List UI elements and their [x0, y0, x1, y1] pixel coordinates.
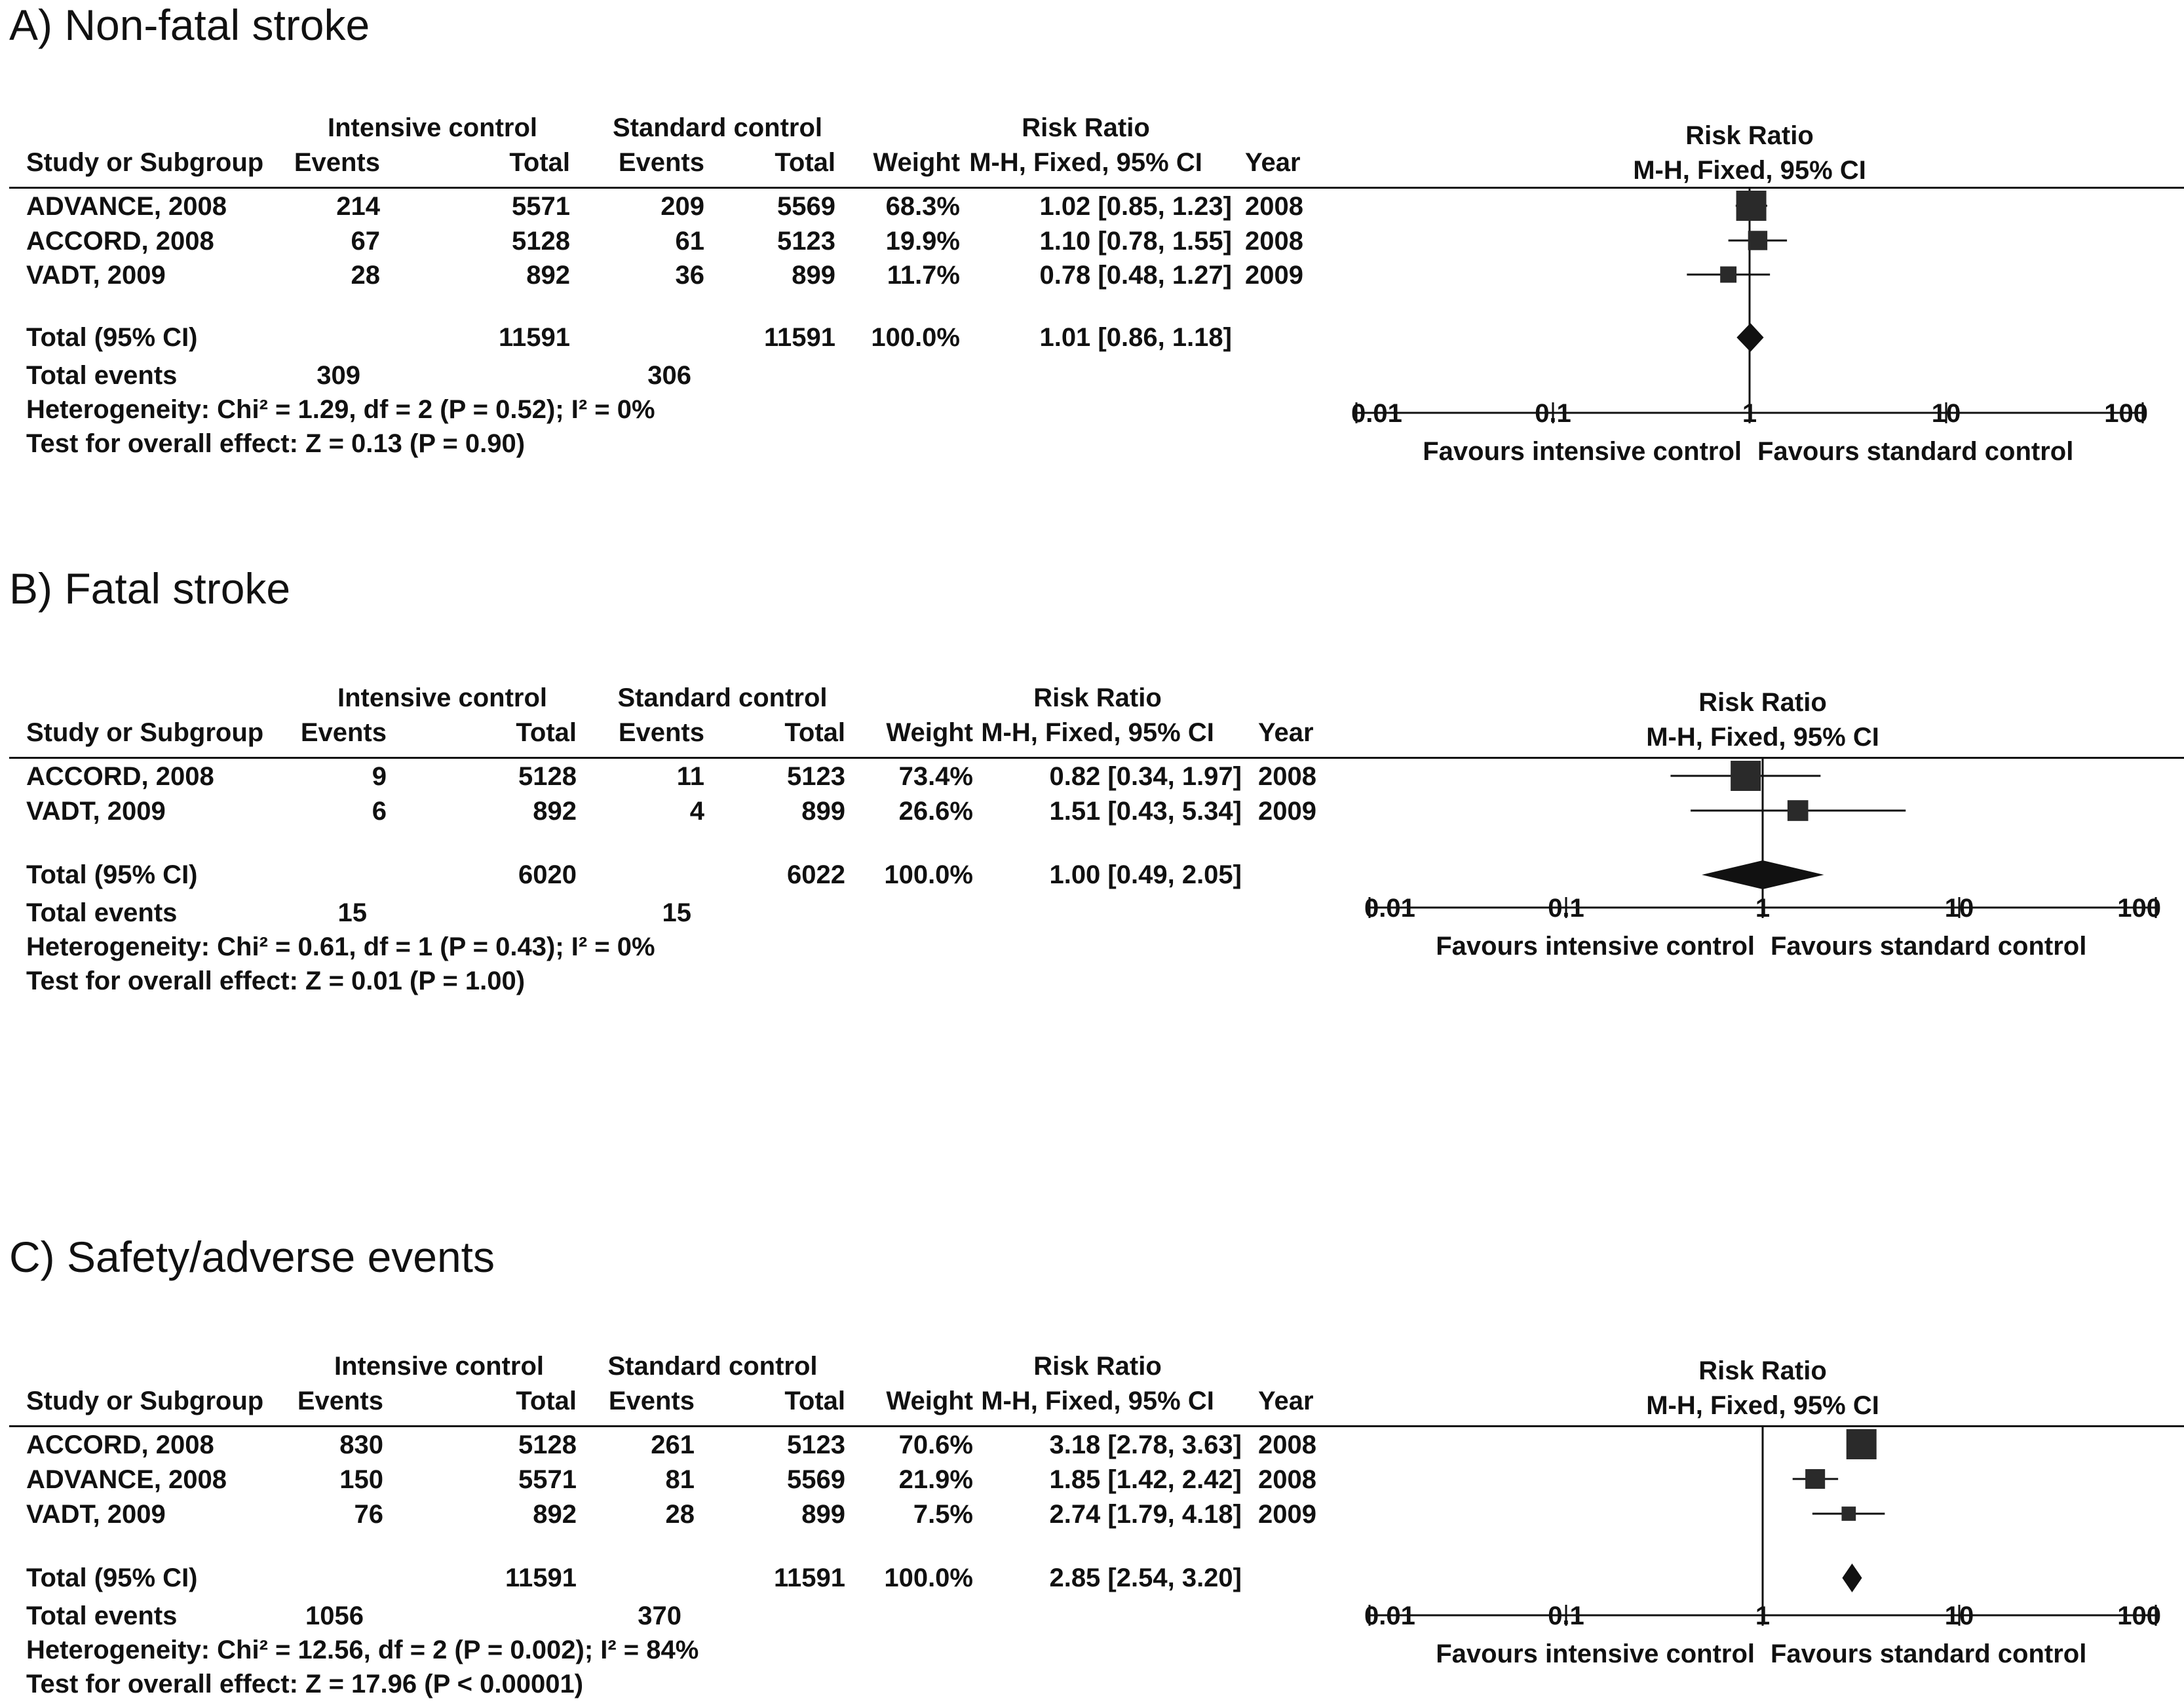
col-header-study: Study or Subgroup	[26, 1387, 264, 1415]
int-events-cell: 150	[339, 1465, 383, 1494]
forest-panel-3	[0, 1232, 2184, 1706]
std-total-cell: 899	[801, 797, 845, 826]
col-header-study: Study or Subgroup	[26, 148, 264, 177]
x-tick-label: 1	[1755, 1602, 1771, 1630]
total-int-total: 6020	[518, 860, 577, 889]
int-events-cell: 76	[354, 1500, 383, 1529]
col-header-std-total: Total	[775, 148, 835, 177]
pooled-diamond	[1702, 860, 1824, 889]
year-cell: 2008	[1245, 192, 1303, 221]
rr-header-title: Risk Ratio	[1033, 1352, 1162, 1381]
study-name: VADT, 2009	[26, 261, 166, 290]
total-std-total: 11591	[773, 1563, 845, 1592]
col-header-year: Year	[1245, 148, 1301, 177]
std-total-cell: 899	[801, 1500, 845, 1529]
col-header-rr-method: M-H, Fixed, 95% CI	[981, 718, 1214, 747]
col-header-study: Study or Subgroup	[26, 718, 264, 747]
panel-title: C) Safety/adverse events	[9, 1233, 495, 1281]
weight-cell: 7.5%	[913, 1500, 973, 1529]
weight-cell: 73.4%	[898, 762, 973, 791]
col-header-std-events: Events	[618, 148, 704, 177]
study-name: ACCORD, 2008	[26, 762, 214, 791]
weight-cell: 21.9%	[898, 1465, 973, 1494]
col-header-weight: Weight	[873, 148, 960, 177]
rr-ci-cell: 0.82 [0.34, 1.97]	[1049, 762, 1242, 791]
std-events-cell: 36	[675, 261, 704, 290]
rr-ci-cell: 1.85 [1.42, 2.42]	[1049, 1465, 1242, 1494]
study-point	[1720, 267, 1736, 283]
year-cell: 2008	[1258, 1430, 1316, 1459]
overall-effect-text: Test for overall effect: Z = 0.13 (P = 0.90)	[26, 429, 526, 458]
favours-left-label: Favours intensive control	[1436, 1640, 1755, 1668]
std-events-cell: 81	[665, 1465, 695, 1494]
x-tick-label: 1	[1755, 894, 1771, 923]
int-total-cell: 5128	[512, 227, 570, 256]
study-name: ACCORD, 2008	[26, 227, 214, 256]
x-tick-label: 0.01	[1364, 1602, 1415, 1630]
total-label: Total (95% CI)	[26, 1563, 198, 1592]
x-tick-label: 100	[2104, 399, 2148, 428]
overall-effect-text: Test for overall effect: Z = 17.96 (P < 0.00001)	[26, 1670, 584, 1698]
col-header-int-total: Total	[516, 718, 577, 747]
col-header-year: Year	[1258, 1387, 1314, 1415]
rr-ci-cell: 2.74 [1.79, 4.18]	[1049, 1500, 1242, 1529]
std-total-cell: 899	[792, 261, 835, 290]
int-events-cell: 28	[351, 261, 380, 290]
study-point	[1736, 191, 1767, 221]
x-tick-label: 0.1	[1535, 399, 1571, 428]
year-cell: 2008	[1245, 227, 1303, 256]
x-tick-label: 10	[1931, 399, 1961, 428]
total-label: Total (95% CI)	[26, 860, 198, 889]
study-name: ACCORD, 2008	[26, 1430, 214, 1459]
favours-left-label: Favours intensive control	[1436, 932, 1755, 961]
x-tick-label: 10	[1944, 1602, 1974, 1630]
int-events-cell: 6	[372, 797, 387, 826]
col-header-rr-method: M-H, Fixed, 95% CI	[981, 1387, 1214, 1415]
std-events-cell: 209	[661, 192, 704, 221]
rr-ci-cell: 1.02 [0.85, 1.23]	[1039, 192, 1232, 221]
weight-cell: 68.3%	[885, 192, 960, 221]
year-cell: 2008	[1258, 762, 1316, 791]
total-events-std: 15	[662, 898, 691, 927]
col-header-std-total: Total	[784, 1387, 845, 1415]
study-name: ADVANCE, 2008	[26, 192, 227, 221]
total-events-int: 309	[316, 361, 360, 390]
total-weight: 100.0%	[871, 323, 960, 352]
total-events-label: Total events	[26, 898, 178, 927]
rr-ci-cell: 1.10 [0.78, 1.55]	[1039, 227, 1232, 256]
study-point	[1841, 1506, 1856, 1521]
panel-title: B) Fatal stroke	[9, 564, 291, 613]
col-header-rr-method: M-H, Fixed, 95% CI	[969, 148, 1202, 177]
rr-header-title: Risk Ratio	[1022, 113, 1150, 142]
std-events-cell: 28	[665, 1500, 695, 1529]
year-cell: 2009	[1258, 797, 1316, 826]
weight-cell: 11.7%	[887, 261, 960, 290]
favours-left-label: Favours intensive control	[1423, 437, 1742, 466]
heterogeneity-text: Heterogeneity: Chi² = 0.61, df = 1 (P = 0.43); I² = 0%	[26, 932, 655, 961]
int-total-cell: 892	[526, 261, 570, 290]
group-header-standard: Standard control	[617, 683, 828, 712]
col-header-std-events: Events	[618, 718, 704, 747]
std-events-cell: 61	[675, 227, 704, 256]
forest-panel-1	[0, 0, 2184, 564]
pooled-diamond	[1842, 1563, 1862, 1592]
panel-title: A) Non-fatal stroke	[9, 1, 370, 49]
std-total-cell: 5123	[787, 762, 845, 791]
int-events-cell: 214	[336, 192, 380, 221]
favours-right-label: Favours standard control	[1757, 437, 2074, 466]
study-point	[1847, 1429, 1877, 1459]
forest-plot	[1350, 1353, 2175, 1707]
study-name: ADVANCE, 2008	[26, 1465, 227, 1494]
favours-right-label: Favours standard control	[1771, 1640, 2087, 1668]
total-events-int: 15	[337, 898, 367, 927]
int-total-cell: 5128	[518, 1430, 577, 1459]
overall-effect-text: Test for overall effect: Z = 0.01 (P = 1.00)	[26, 967, 526, 995]
total-label: Total (95% CI)	[26, 323, 198, 352]
x-tick-label: 1	[1742, 399, 1757, 428]
rr-header-title: Risk Ratio	[1033, 683, 1162, 712]
std-events-cell: 4	[689, 797, 704, 826]
weight-cell: 19.9%	[885, 227, 960, 256]
std-total-cell: 5123	[777, 227, 835, 256]
group-header-standard: Standard control	[607, 1352, 818, 1381]
x-tick-label: 0.01	[1364, 894, 1415, 923]
x-tick-label: 100	[2117, 894, 2161, 923]
int-events-cell: 830	[339, 1430, 383, 1459]
int-total-cell: 5571	[512, 192, 570, 221]
std-total-cell: 5569	[777, 192, 835, 221]
int-total-cell: 892	[533, 1500, 577, 1529]
int-events-cell: 67	[351, 227, 380, 256]
col-header-weight: Weight	[886, 718, 973, 747]
x-tick-label: 0.1	[1548, 1602, 1584, 1630]
total-events-std: 306	[647, 361, 691, 390]
plot-title: Risk Ratio	[1698, 1356, 1827, 1385]
std-total-cell: 5569	[787, 1465, 845, 1494]
forest-plot	[1337, 118, 2162, 505]
plot-title: Risk Ratio	[1685, 121, 1814, 150]
std-events-cell: 261	[651, 1430, 695, 1459]
study-name: VADT, 2009	[26, 797, 166, 826]
total-weight: 100.0%	[884, 860, 973, 889]
total-events-std: 370	[638, 1602, 681, 1630]
col-header-weight: Weight	[886, 1387, 973, 1415]
rr-ci-cell: 0.78 [0.48, 1.27]	[1039, 261, 1232, 290]
weight-cell: 70.6%	[898, 1430, 973, 1459]
int-total-cell: 5571	[518, 1465, 577, 1494]
year-cell: 2009	[1245, 261, 1303, 290]
col-header-std-total: Total	[784, 718, 845, 747]
weight-cell: 26.6%	[898, 797, 973, 826]
col-header-std-events: Events	[608, 1387, 695, 1415]
int-total-cell: 5128	[518, 762, 577, 791]
plot-title: Risk Ratio	[1698, 688, 1827, 717]
plot-method: M-H, Fixed, 95% CI	[1646, 1391, 1879, 1420]
total-int-total: 11591	[498, 323, 570, 352]
int-events-cell: 9	[372, 762, 387, 791]
col-header-int-events: Events	[294, 148, 380, 177]
std-total-cell: 5123	[787, 1430, 845, 1459]
heterogeneity-text: Heterogeneity: Chi² = 1.29, df = 2 (P = 0.52); I² = 0%	[26, 395, 655, 424]
total-events-int: 1056	[305, 1602, 364, 1630]
forest-plot	[1350, 685, 2175, 999]
total-rr-ci: 1.00 [0.49, 2.05]	[1049, 860, 1242, 889]
x-tick-label: 0.01	[1351, 399, 1402, 428]
total-events-label: Total events	[26, 1602, 178, 1630]
int-total-cell: 892	[533, 797, 577, 826]
total-events-label: Total events	[26, 361, 178, 390]
plot-method: M-H, Fixed, 95% CI	[1646, 723, 1879, 752]
total-rr-ci: 1.01 [0.86, 1.18]	[1039, 323, 1232, 352]
total-rr-ci: 2.85 [2.54, 3.20]	[1049, 1563, 1242, 1592]
plot-method: M-H, Fixed, 95% CI	[1633, 156, 1866, 185]
study-point	[1731, 761, 1761, 791]
total-int-total: 11591	[505, 1563, 577, 1592]
x-tick-label: 100	[2117, 1602, 2161, 1630]
study-point	[1805, 1469, 1825, 1489]
std-events-cell: 11	[676, 762, 704, 791]
rr-ci-cell: 1.51 [0.43, 5.34]	[1049, 797, 1242, 826]
col-header-int-events: Events	[300, 718, 387, 747]
study-name: VADT, 2009	[26, 1500, 166, 1529]
x-tick-label: 0.1	[1548, 894, 1584, 923]
rr-ci-cell: 3.18 [2.78, 3.63]	[1049, 1430, 1242, 1459]
heterogeneity-text: Heterogeneity: Chi² = 12.56, df = 2 (P = 0.002); I² = 84%	[26, 1636, 699, 1664]
favours-right-label: Favours standard control	[1771, 932, 2087, 961]
x-tick-label: 10	[1944, 894, 1974, 923]
group-header-intensive: Intensive control	[334, 1352, 545, 1381]
total-std-total: 11591	[763, 323, 835, 352]
col-header-int-total: Total	[516, 1387, 577, 1415]
year-cell: 2008	[1258, 1465, 1316, 1494]
group-header-intensive: Intensive control	[337, 683, 548, 712]
group-header-intensive: Intensive control	[327, 113, 538, 142]
pooled-diamond	[1736, 323, 1763, 352]
year-cell: 2009	[1258, 1500, 1316, 1529]
col-header-int-events: Events	[297, 1387, 383, 1415]
col-header-year: Year	[1258, 718, 1314, 747]
forest-panel-2	[0, 564, 2184, 1127]
study-point	[1788, 800, 1809, 821]
group-header-standard: Standard control	[612, 113, 823, 142]
total-std-total: 6022	[787, 860, 845, 889]
total-weight: 100.0%	[884, 1563, 973, 1592]
col-header-int-total: Total	[509, 148, 570, 177]
study-point	[1748, 231, 1767, 250]
